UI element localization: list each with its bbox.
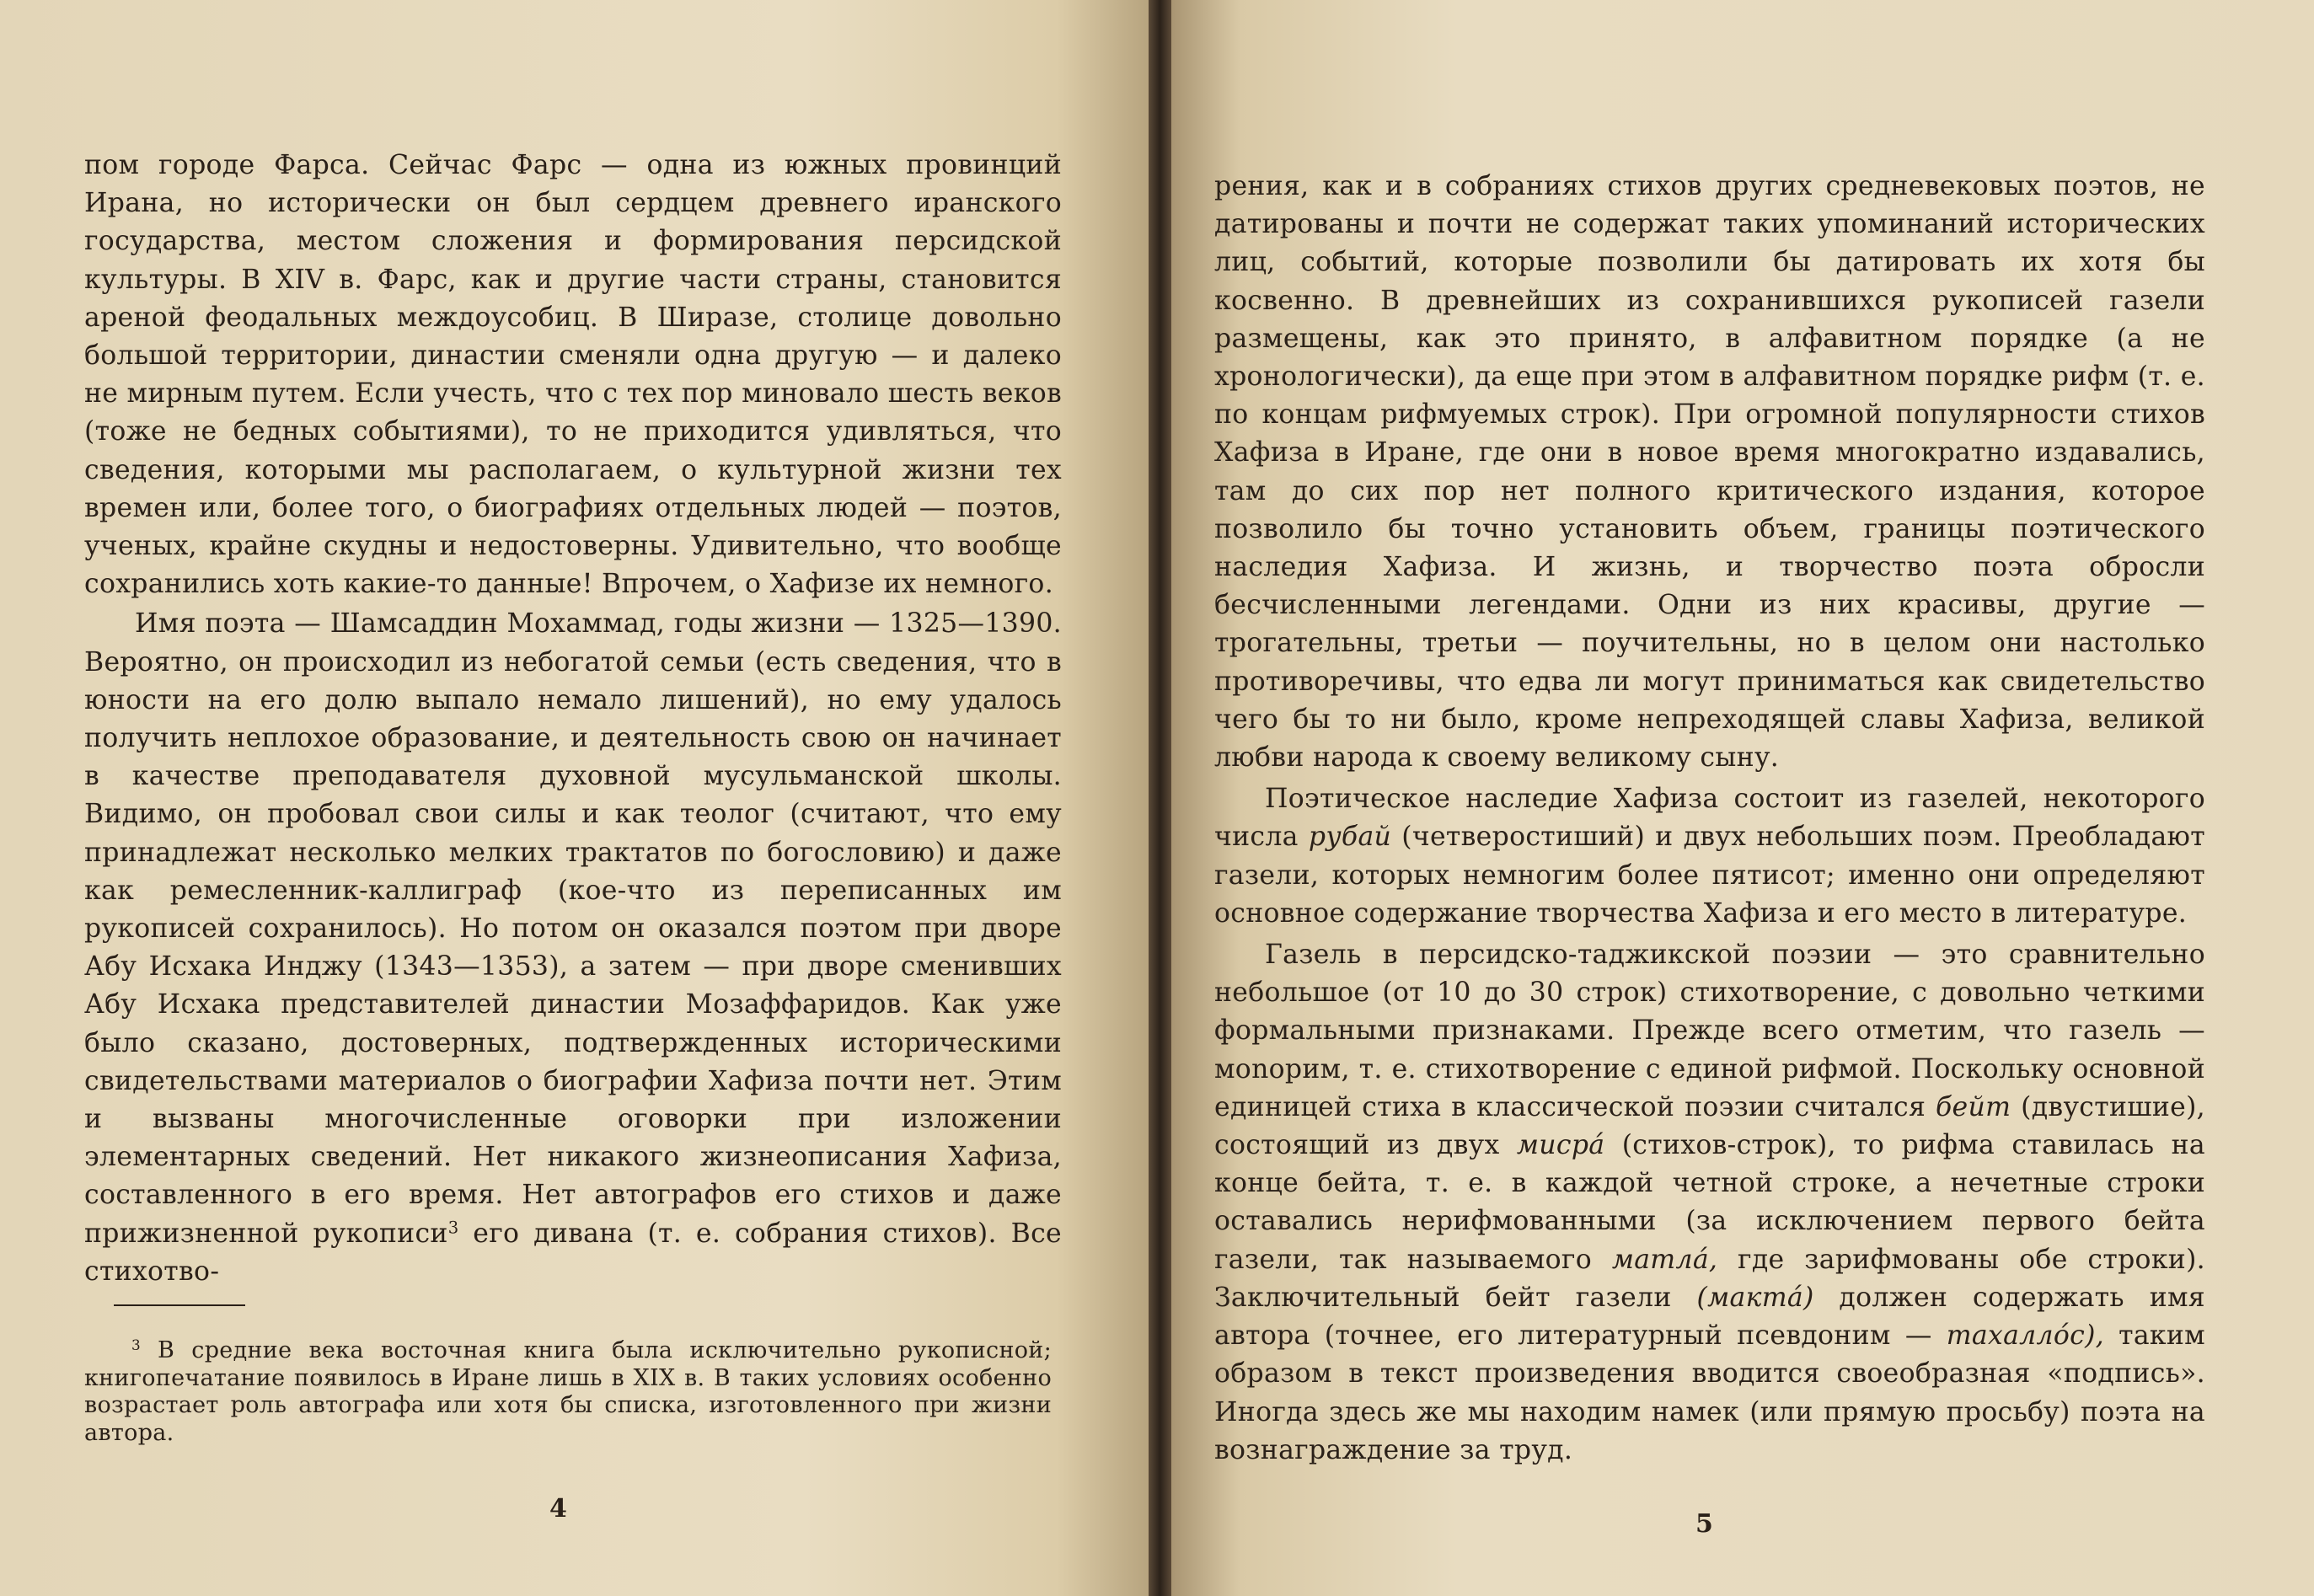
term-tahallos: тахаллóс), [1946, 1320, 2104, 1352]
term-beit: бейт [1936, 1091, 2011, 1122]
footnote-text: В средние века восточная книга была исключительно рукописной; книгопечатание появилось в Иране лишь в XIX в. В таких условиях особенно возрастает роль автографа или хотя бы списка, изготовленного при жизни автора. [84, 1337, 1052, 1446]
paragraph-text: где зарифмованы обе строки). Заключительный бейт газели [1214, 1244, 2205, 1313]
page-number: 4 [549, 1494, 567, 1524]
left-page [0, 0, 1149, 1596]
paragraph-text: (стихов-строк), то рифма ставилась на конце бейта, т. е. в каждой четной строке, а нечетные строки оставались нерифмованными (за исключением первого бейта газели, так называемого [1214, 1130, 2205, 1275]
term-misra: мисрá [1516, 1130, 1605, 1161]
footnote-marker: 3 [131, 1336, 141, 1353]
paragraph-text: должен содержать имя автора (точнее, его литературный псевдоним — [1214, 1282, 2205, 1352]
footnote-reference: 3 [447, 1217, 459, 1237]
page-number: 5 [1695, 1509, 1713, 1539]
paragraph [1214, 780, 2205, 933]
paragraph [1214, 936, 2205, 1470]
paragraph-text: Имя поэта — Шамсаддин Мохаммад, годы жизни — 1325—1390. Вероятно, он происходил из небогатой семьи (есть сведения, что в юности на его долю выпало немало лишений), но ему удалось получить неплохое образование, и деятельность свою он начинает в качестве преподавателя духовной мусульманской школы. Видимо, он пробовал свои силы и как теолог (считают, что ему принадлежат несколько мелких трактатов по богословию) и даже как ремесленник-каллиграф (кое-что из переписанных им рукописей сохранилось). Но потом он оказался поэтом при дворе Абу Исхака Инджу (1343—1353), а затем — при дворе сменивших Абу Исхака представителей династии Мозаффаридов. Как уже было сказано, достоверных, подтвержденных историческими свидетельствами материалов о биографии Хафиза почти нет. Этим и вызваны многочисленные оговорки при изложении элементарных сведений. Нет никакого жизнеописания Хафиза, составленного в его время. Нет автографов его стихов и даже прижизненной рукописи [84, 608, 1062, 1249]
paragraph-text: Газель в персидско-таджикской поэзии — это сравнительно небольшое (от 10 до 30 строк) стихотворение, с довольно четкими формальными признаками. Прежде всего отметим, что газель — моnорим, т. е. стихотворение с единой рифмой. Поскольку основной единицей стиха в классической поэзии считался [1214, 940, 2205, 1122]
paragraph: рения, как и в собраниях стихов других средневековых поэтов, не датированы и почти не содержат таких упоминаний исторических лиц, событий, которые позволили бы датировать их хотя бы косвенно. В древнейших из сохранившихся рукописей газели размещены, как это принято, в алфавитном порядке (а не хронологически), да еще при этом в алфавитном порядке рифм (т. е. по концам рифмуемых строк). При огромной популярности стихов Хафиза в Иране, где они в новое время многократно издавались, там до сих пор нет полного критического издания, которое позволило бы точно установить объем, границы поэтического наследия Хафиза. И жизнь, и творчество поэта обросли бесчисленными легендами. Одни из них красивы, другие — трогательны, третьи — поучительны, но в целом они настолько противоречивы, что едва ли могут приниматься как свидетельство чего бы то ни было, кроме непреходящей славы Хафиза, великой любви народа к своему великому сыну. [1214, 171, 2205, 774]
paragraph-text: (двустишие), состоящий из двух [1214, 1091, 2205, 1161]
term-matla: матлá, [1611, 1244, 1718, 1275]
right-page-body [1214, 168, 2205, 1470]
left-page-body [84, 147, 1062, 1291]
right-page [1171, 0, 2314, 1596]
paragraph [84, 605, 1062, 1291]
paragraph-text: Поэтическое наследие Хафиза состоит из газелей, некоторого числа [1214, 784, 2205, 853]
paragraph: пом городе Фарса. Сейчас Фарс — одна из южных провинций Ирана, но исторически он был сердцем древнего иранского государства, местом сложения и формирования персидской культуры. В XIV в. Фарс, как и другие части страны, становится ареной феодальных междоусобиц. В Ширазе, столице довольно большой территории, династии сменяли одна другую — и далеко не мирным путем. Если учесть, что с тех пор миновало шесть веков (тоже не бедных событиями), то не приходится удивляться, что сведения, которыми мы располагаем, о культурной жизни тех времен или, более того, о биографиях отдельных людей — поэтов, ученых, крайне скудны и недостоверны. Удивительно, что вообще сохранились хоть какие-то данные! Впрочем, о Хафизе их немного. [84, 150, 1062, 600]
footnote-divider [114, 1304, 245, 1306]
book-gutter [1149, 0, 1171, 1596]
footnote [84, 1337, 1052, 1447]
paragraph-text: его дивана (т. е. собрания стихов). Все стихотво- [84, 1218, 1062, 1287]
paragraph-text: таким образом в текст произведения вводится своеобразная «подпись». Иногда здесь же мы находим намек (или прямую просьбу) поэта на вознаграждение за труд. [1214, 1320, 2205, 1465]
term-rubai: рубай [1308, 822, 1392, 853]
term-makta: (мактá) [1696, 1282, 1814, 1313]
paragraph-text: (четверостиший) и двух небольших поэм. Преобладают газели, которых немногим более пятисот; именно они определяют основное содержание творчества Хафиза и его место в литературе. [1214, 822, 2205, 929]
